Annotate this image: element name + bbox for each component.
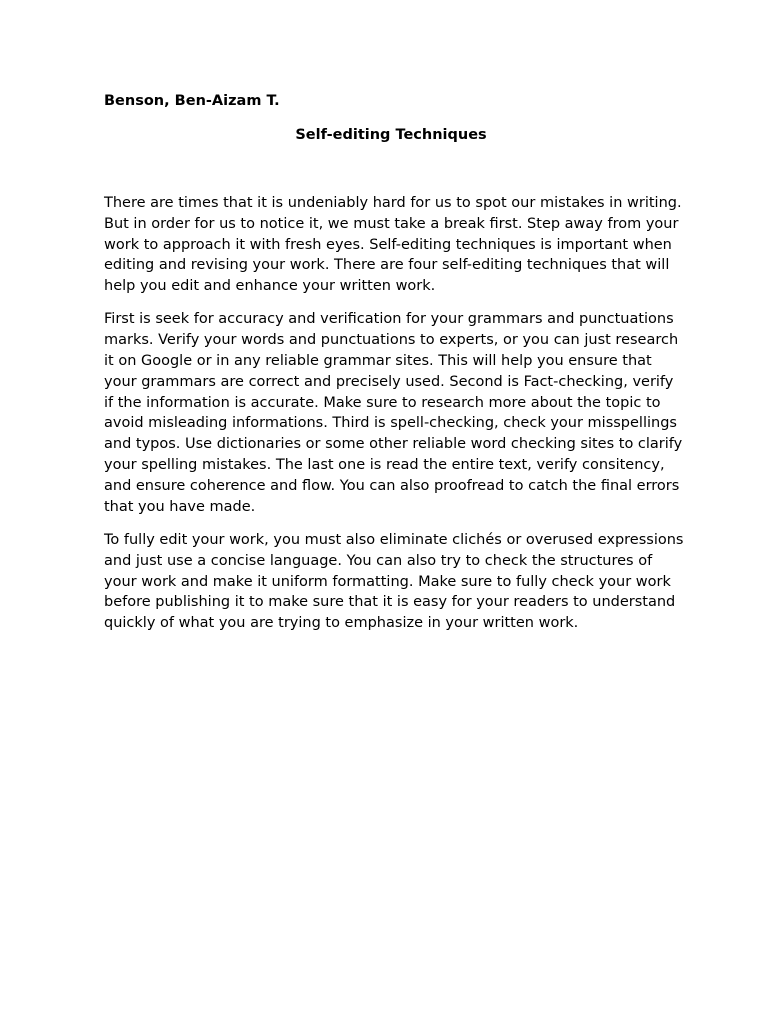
author-name: Benson, Ben-Aizam T. (104, 93, 280, 109)
document-body (104, 193, 684, 646)
document-title: Self-editing Techniques (295, 127, 487, 143)
paragraph-intro: There are times that it is undeniably hard for us to spot our mistakes in writing. But in order for us to notice it, we must take a break first. Step away from your work to approach it with fresh eyes. Self-editing techniques is important when editing and revising your work. There are four self-editing techniques that will help you edit and enhance your written work. (104, 195, 682, 295)
paragraph-techniques: First is seek for accuracy and verification for your grammars and punctuations marks. Verify your words and punctuations to experts, or you can just research it on Google or in any reliable grammar sites. This will help you ensure that your grammars are correct and precisely used. Second is Fact-checking, verify if the information is accurate. Make sure to research more about the topic to avoid misleading informations. Third is spell-checking, check your misspellings and typos. Use dictionaries or some other reliable word checking sites to clarify your spelling mistakes. The last one is read the entire text, verify consitency, and ensure coherence and flow. You can also proofread to catch the final errors that you have made. (104, 311, 683, 515)
paragraph-conclusion: To fully edit your work, you must also eliminate clichés or overused expressions and just use a concise language. You can also try to check the structures of your work and make it uniform formatting. Make sure to fully check your work before publishing it to make sure that it is easy for your readers to understand quickly of what you are trying to emphasize in your written work. (104, 531, 684, 632)
